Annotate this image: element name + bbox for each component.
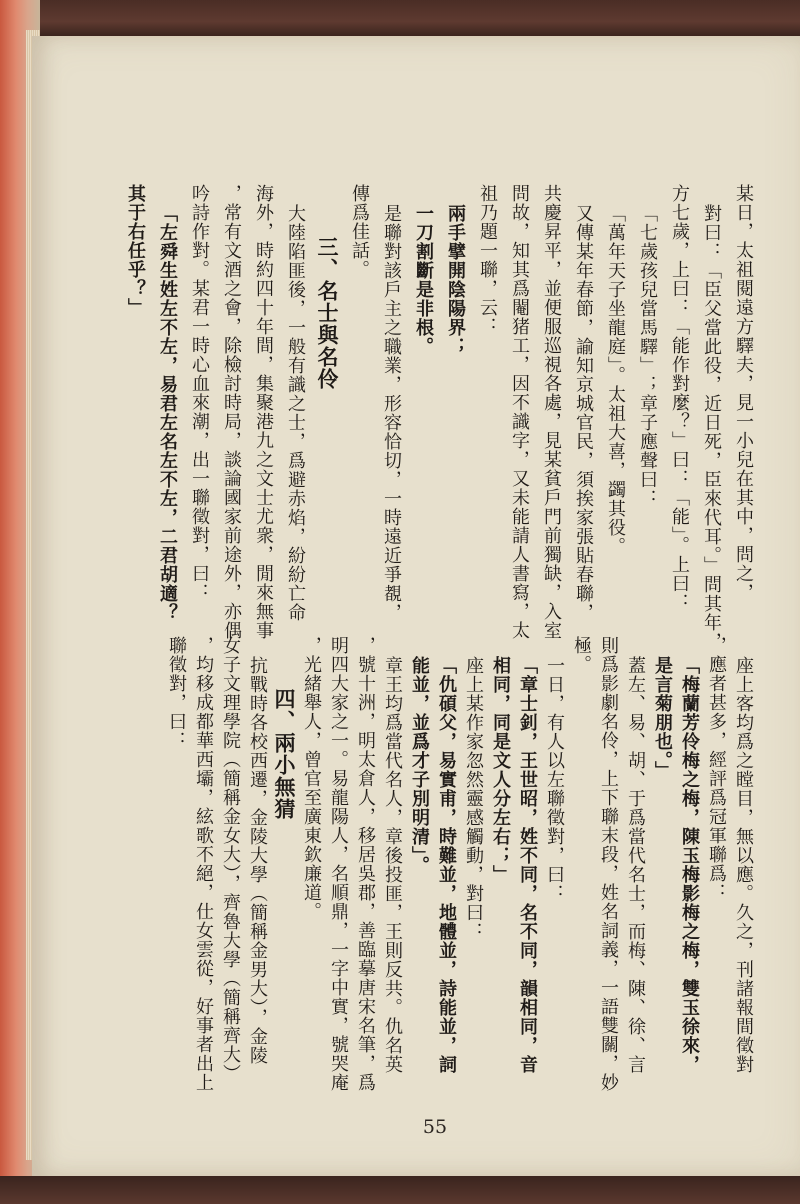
text-column: 女子文理學院（簡稱金女大），齊魯大學（簡稱齊大）: [220, 636, 241, 1083]
text-column: 傳爲佳話。: [349, 184, 370, 279]
text-column: 座上客均爲之瞠目，無以應。久之，刊諸報間徵對: [733, 656, 754, 1074]
text-column: 問故，知其爲閹猪工，因不識字，又未能請人書寫，太: [509, 184, 530, 640]
text-column: 章王均爲當代名人，章後投匪，王則反共。仇名英: [382, 656, 403, 1074]
section-heading: 三、名士與名伶: [315, 236, 339, 390]
text-column: 蓋左、易、胡、于爲當代名士，而梅、陳、徐、言: [625, 656, 646, 1074]
upper-text-block: [118, 184, 758, 651]
book-cover-top: [0, 0, 800, 36]
text-column: 一刀割斷是非根。: [413, 204, 434, 356]
text-column: 某日，太祖閱遠方驛夫，見一小兒在其中，問之，: [733, 184, 754, 602]
text-column: 共慶昇平，並便服巡視各處，見某貧戶門前獨缺，入室: [541, 184, 562, 640]
lower-text-block: [164, 636, 758, 1092]
text-column: ，均移成都華西壩，絃歌不絕，仕女雲從，好事者出上: [193, 636, 214, 1092]
text-column: 能並，並爲才子別明清」。: [409, 656, 430, 875]
text-column: 祖乃題一聯，云：: [477, 184, 498, 336]
text-column: 「仇碩父，易實甫，時難並，地體並，詩能並，詞: [436, 656, 457, 1074]
text-column: 一日，有人以左聯徵對，曰：: [544, 656, 565, 903]
text-column: 「左舜生姓左不左，易君左名左不左，二君胡適？: [157, 204, 178, 622]
text-column: 是聯對該戶主之職業，形容恰切，一時遠近爭覩，: [381, 204, 402, 622]
text-column: 方七歲，上曰：「能作對麼？」曰：「能」。上曰：: [669, 184, 690, 612]
text-column: ，常有文酒之會，除檢討時局，談論國家前途外，亦偶: [221, 184, 242, 640]
text-column: 海外，時約四十年間，集聚港九之文士尤衆，閒來無事: [253, 184, 274, 640]
text-column: 又傳某年春節，諭知京城官民，須挨家張貼春聯，: [573, 204, 594, 622]
text-column: 「萬年天子坐龍庭」。太祖大喜，蠲其役。: [605, 204, 626, 556]
section-heading: 四、兩小無猜: [272, 688, 296, 820]
page-number: 55: [422, 1116, 448, 1138]
text-column: 大陸陷匪後，一般有識之士，爲避赤焰，紛紛亡命: [285, 204, 306, 622]
text-column: 「七歲孩兒當馬驛」；章子應聲曰：: [637, 204, 658, 508]
text-column: 則爲影劇名伶，上下聯末段，姓名詞義，一語雙關，妙: [598, 636, 619, 1092]
text-column: 「梅蘭芳伶梅之梅，陳玉梅影梅之梅，雙玉徐來，: [679, 656, 700, 1074]
text-column: 是言菊朋也。」: [652, 656, 673, 780]
text-column: 對曰：「臣父當此役，近日死，臣來代耳。」問其年，: [701, 204, 722, 651]
book-page: [32, 36, 800, 1176]
text-column: 其于右任乎？」: [125, 184, 146, 317]
text-column: 座上某作家忽然靈感觸動，對曰：: [463, 656, 484, 941]
text-column: ，應者甚多，經評爲冠軍聯爲：: [706, 636, 727, 902]
text-column: 抗戰時各校西遷，金陵大學（簡稱金男大），金陵: [247, 656, 268, 1065]
text-column: 相同，同是文人分左右；」: [490, 656, 511, 884]
text-column: 極。: [571, 636, 592, 674]
text-column: 聯徵對，曰：: [166, 636, 187, 750]
text-column: 「章士釗，王世昭，姓不同，名不同，韻相同，音: [517, 656, 538, 1074]
text-column: 兩手擘開陰陽界；: [445, 204, 466, 356]
text-column: ，光緒舉人，曾官至廣東欽廉道。: [301, 636, 322, 921]
text-column: 吟詩作對。某君一時心血來潮，出一聯徵對，曰：: [189, 184, 210, 602]
book-cover-bottom: [0, 1176, 800, 1204]
text-column: 明四大家之一。易龍陽人，名順鼎，一字中實，號哭庵: [328, 636, 349, 1092]
text-column: ，號十洲，明太倉人，移居吳郡，善臨摹唐宋名筆，爲: [355, 636, 376, 1092]
